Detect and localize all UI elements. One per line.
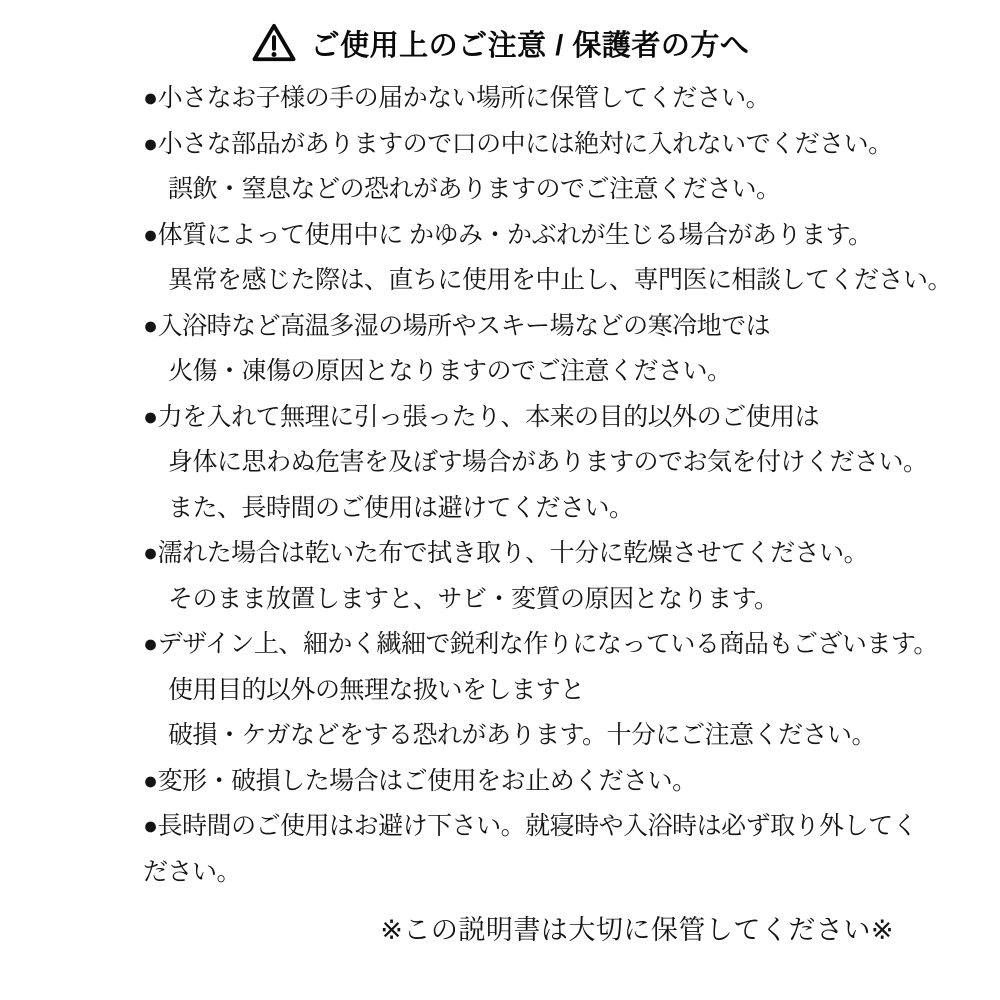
notice-line-continuation: 身体に思わぬ危害を及ぼす場合がありますのでお気を付けください。: [168, 448, 928, 476]
notice-line: ●変形・破損した場合はご使用をお止めください。: [143, 766, 697, 795]
notice-line-continuation: また、長時間のご使用は避けてください。: [168, 493, 634, 522]
notice-line: ●濡れた場合は乾いた布で拭き取り、十分に乾燥させてください。: [143, 539, 869, 567]
notice-line-continuation: 使用目的以外の無理な扱いをしますと: [168, 675, 585, 704]
notice-line-continuation: そのまま放置しますと、サビ・変質の原因となります。: [168, 584, 779, 613]
notice-line-continuation: ださい。: [143, 857, 242, 886]
notice-line: ●小さな部品がありますので口の中には絶対に入れないでください。: [143, 129, 893, 158]
notice-line-continuation: 破損・ケガなどをする恐れがあります。十分にご注意ください。: [168, 721, 877, 749]
notice-line-continuation: 火傷・凍傷の原因となりますのでご注意ください。: [168, 357, 732, 385]
notice-line: ●小さなお子様の手の届かない場所に保管してください。: [143, 84, 771, 112]
notice-line: ●デザイン上、細かく繊細で鋭利な作りになっている商品もございます。: [143, 630, 938, 658]
title-text: ご使用上のご注意 / 保護者の方へ: [310, 29, 750, 62]
warning-triangle-icon: [251, 22, 297, 64]
footer-note: ※この説明書は大切に保管してください※: [380, 915, 894, 945]
notice-line: ●体質によって使用中に かゆみ・かぶれが生じる場合があります。: [143, 220, 873, 249]
page-title: [0, 0, 1000, 66]
notice-line-continuation: 異常を感じた際は、直ちに使用を中止し、専門医に相談してください。: [168, 266, 953, 294]
notice-list: [143, 76, 953, 895]
notice-line: ●力を入れて無理に引っ張ったり、本来の目的以外のご使用は: [143, 402, 820, 431]
notice-line-continuation: 誤飲・窒息などの恐れがありますのでご注意ください。: [168, 175, 781, 203]
notice-line: ●入浴時など高温多湿の場所やスキー場などの寒冷地では: [143, 311, 771, 340]
notice-line: ●長時間のご使用はお避け下さい。就寝時や入浴時は必ず取り外してく: [143, 812, 918, 840]
